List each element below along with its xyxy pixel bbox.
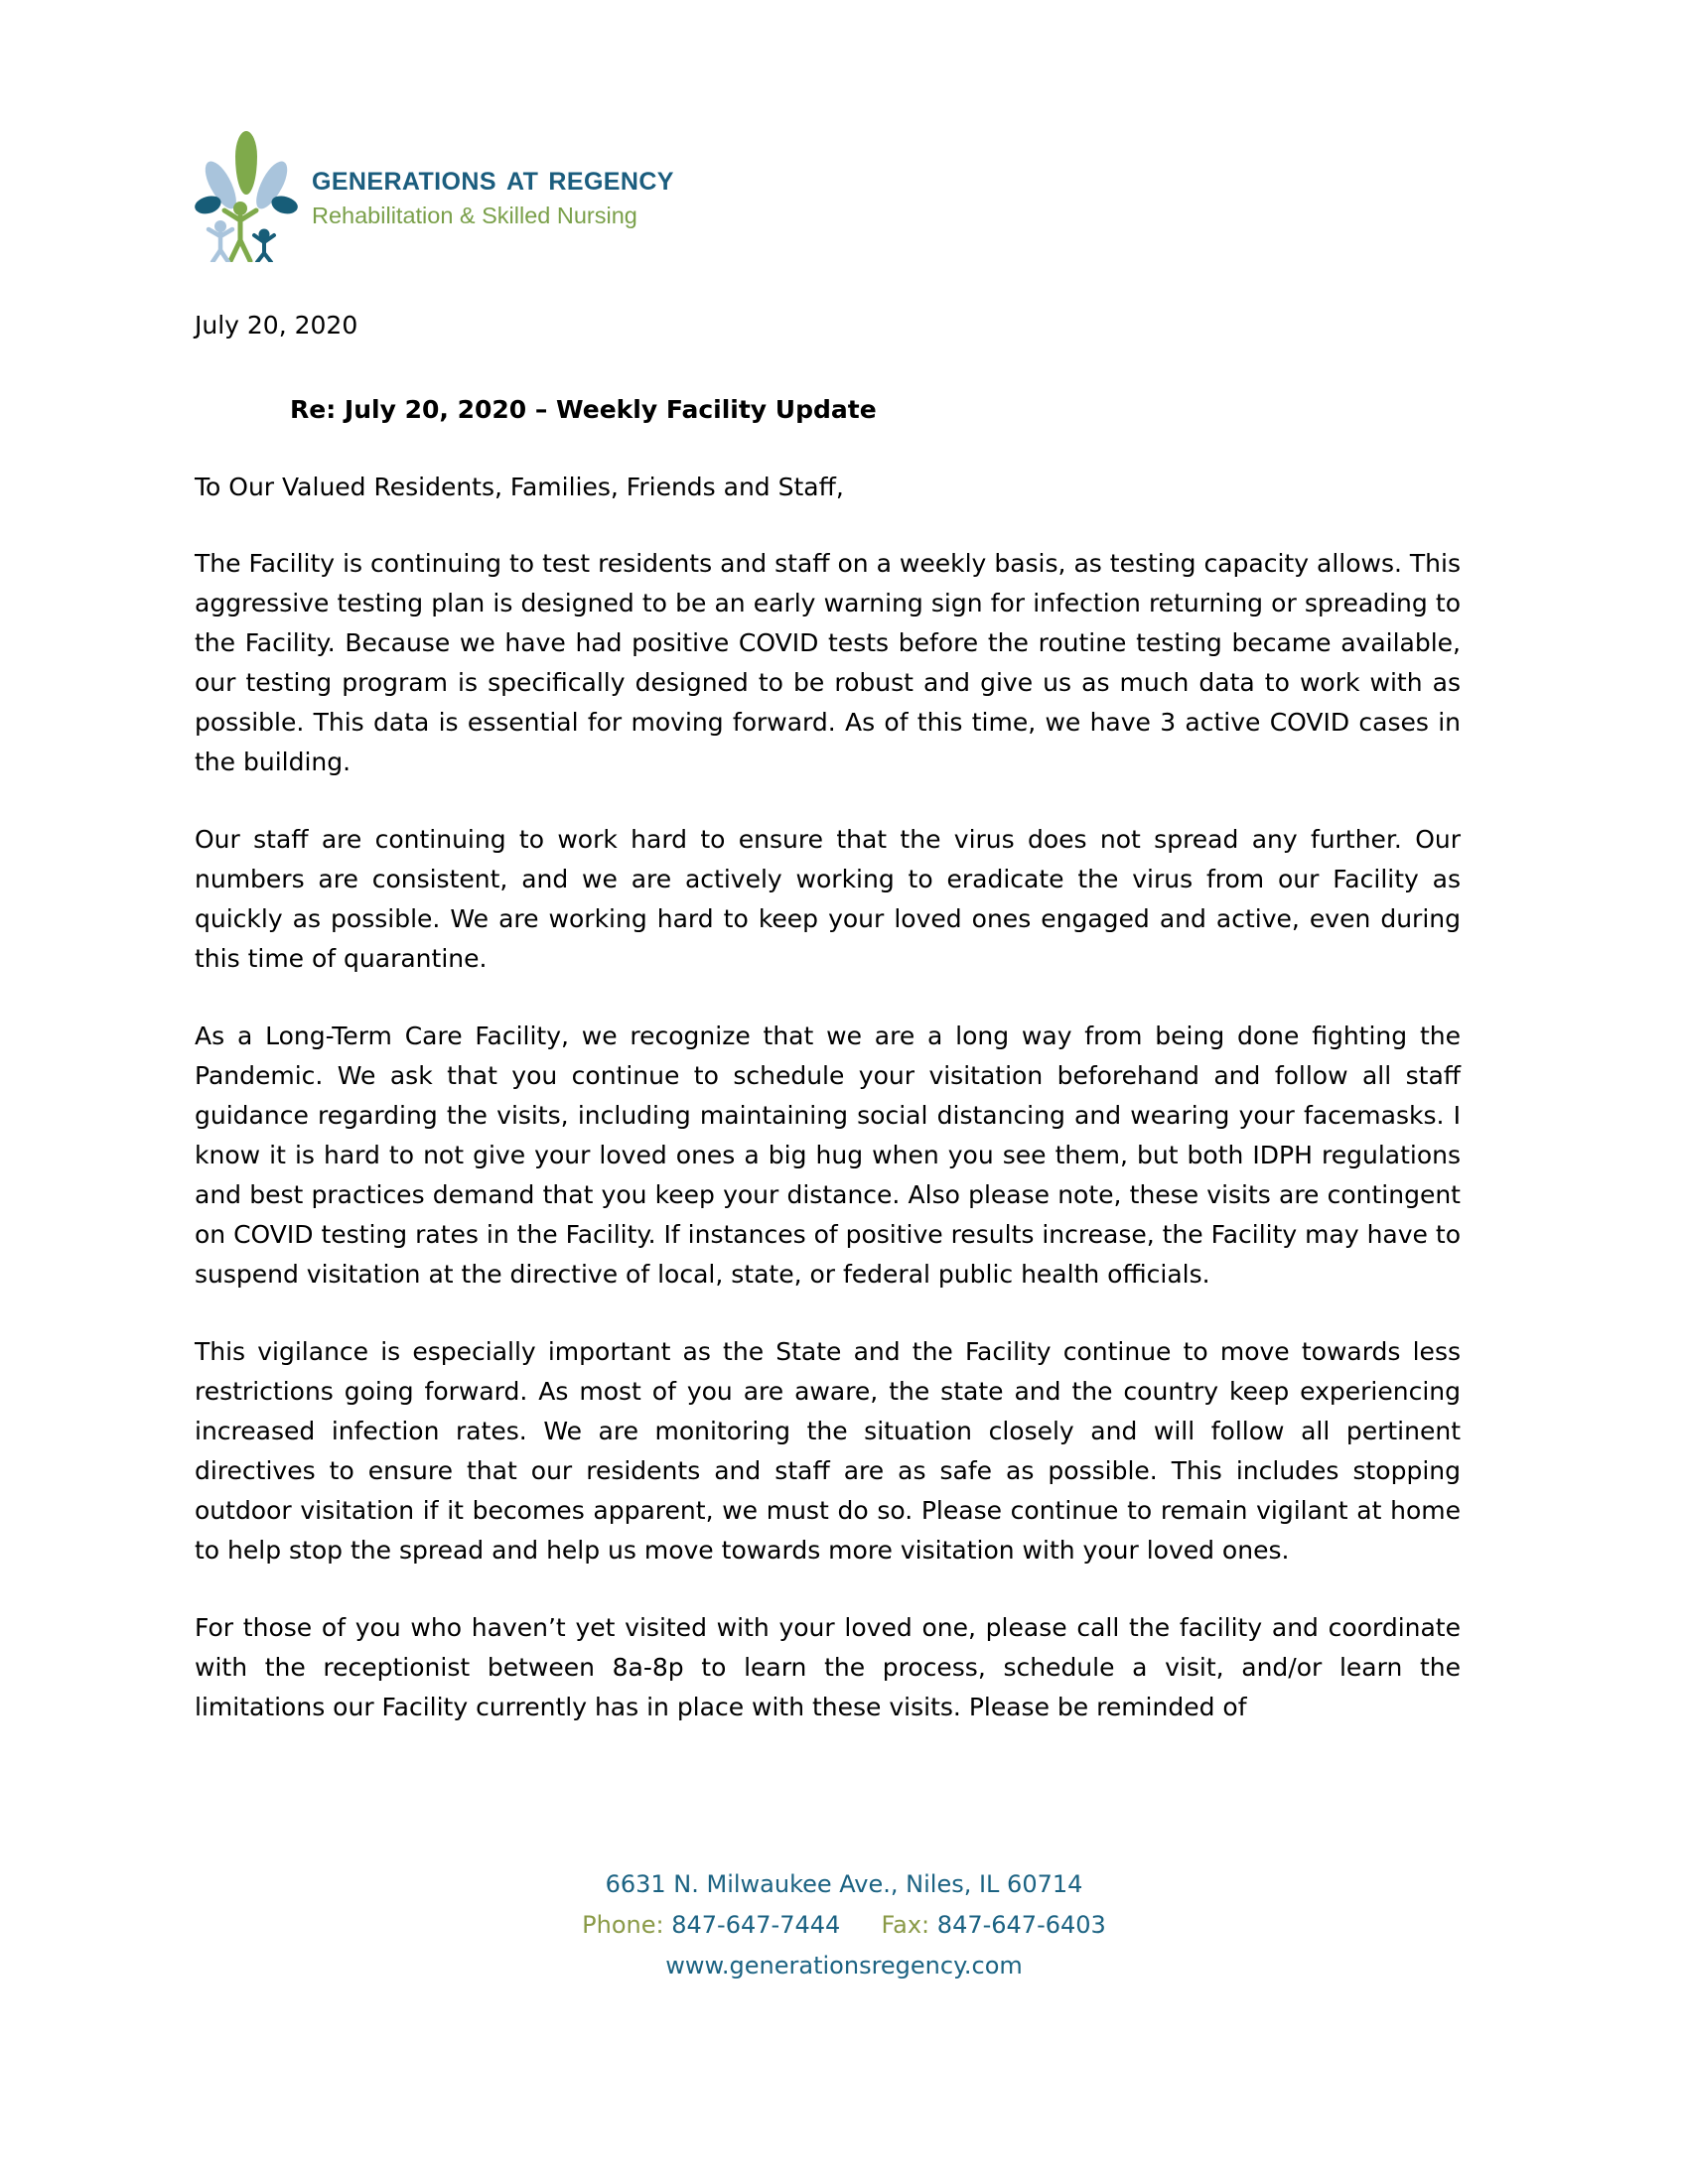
body-paragraph: For those of you who haven’t yet visited with your loved one, please call the facility and coordinate with the receptionist between 8a-8p to learn the process, schedule a visit, and/or learn the limitations our Facility currently has in place with these visits. Please be reminded of: [195, 1613, 1461, 1721]
page-footer: [0, 1864, 1688, 1986]
logo-family-figures-icon: [195, 131, 298, 262]
sprout-family-logo-icon: [195, 131, 298, 262]
body-paragraph: This vigilance is especially important as the State and the Facility continue to move towards less restrictions going forward. As most of you are aware, the state and the country keep experiencing increased infection rates. We are monitoring the situation closely and will follow all pertinent directives to ensure that our residents and staff are as safe as possible. This includes stopping outdoor visitation if it becomes apparent, we must do so. Please continue to remain vigilant at home to help stop the spread and help us move towards more visitation with your loved ones.: [195, 1337, 1461, 1565]
body-paragraph: The Facility is continuing to test residents and staff on a weekly basis, as testing capacity allows. This aggressive testing plan is designed to be an early warning sign for infection returning or spreading to the Facility. Because we have had positive COVID tests before the routine testing became available, our testing program is specifically designed to be robust and give us as much data to work with as possible. This data is essential for moving forward. As of this time, we have 3 active COVID cases in the building.: [195, 549, 1461, 776]
footer-contact-line: [0, 1905, 1688, 1946]
brand-name: generations at regency: [312, 159, 674, 198]
footer-fax-number: 847-647-6403: [936, 1911, 1106, 1939]
footer-website-link[interactable]: www.generationsregency.com: [665, 1952, 1023, 1979]
footer-phone-label: Phone:: [582, 1911, 664, 1939]
footer-phone-number[interactable]: 847-647-7444: [671, 1911, 841, 1939]
letter-salutation: To Our Valued Residents, Families, Friends and Staff,: [195, 473, 844, 501]
footer-fax-label: Fax:: [881, 1911, 930, 1939]
logo-wordmark: [312, 127, 674, 228]
brand-tagline: Rehabilitation & Skilled Nursing: [312, 203, 637, 228]
body-paragraph: Our staff are continuing to work hard to ensure that the virus does not spread any further. Our numbers are consistent, and we are actively working to eradicate the virus from our Facility as quickly as possible. We are working hard to keep your loved ones engaged and active, even during this time of quarantine.: [195, 825, 1461, 973]
letterhead: [195, 127, 674, 262]
letter-date: July 20, 2020: [195, 311, 358, 340]
letter-body: [195, 544, 1461, 1727]
body-paragraph: As a Long-Term Care Facility, we recognize that we are a long way from being done fighting the Pandemic. We ask that you continue to schedule your visitation beforehand and follow all staff guidance regarding the visits, including maintaining social distancing and wearing your facemasks. I know it is hard to not give your loved ones a big hug when you see them, but both IDPH regulations and best practices demand that you keep your distance. Also please note, these visits are contingent on COVID testing rates in the Facility. If instances of positive results increase, the Facility may have to suspend visitation at the directive of local, state, or federal public health officials.: [195, 1022, 1461, 1289]
letter-subject-line: Re: July 20, 2020 – Weekly Facility Update: [290, 395, 877, 424]
footer-address: 6631 N. Milwaukee Ave., Niles, IL 60714: [605, 1870, 1083, 1898]
